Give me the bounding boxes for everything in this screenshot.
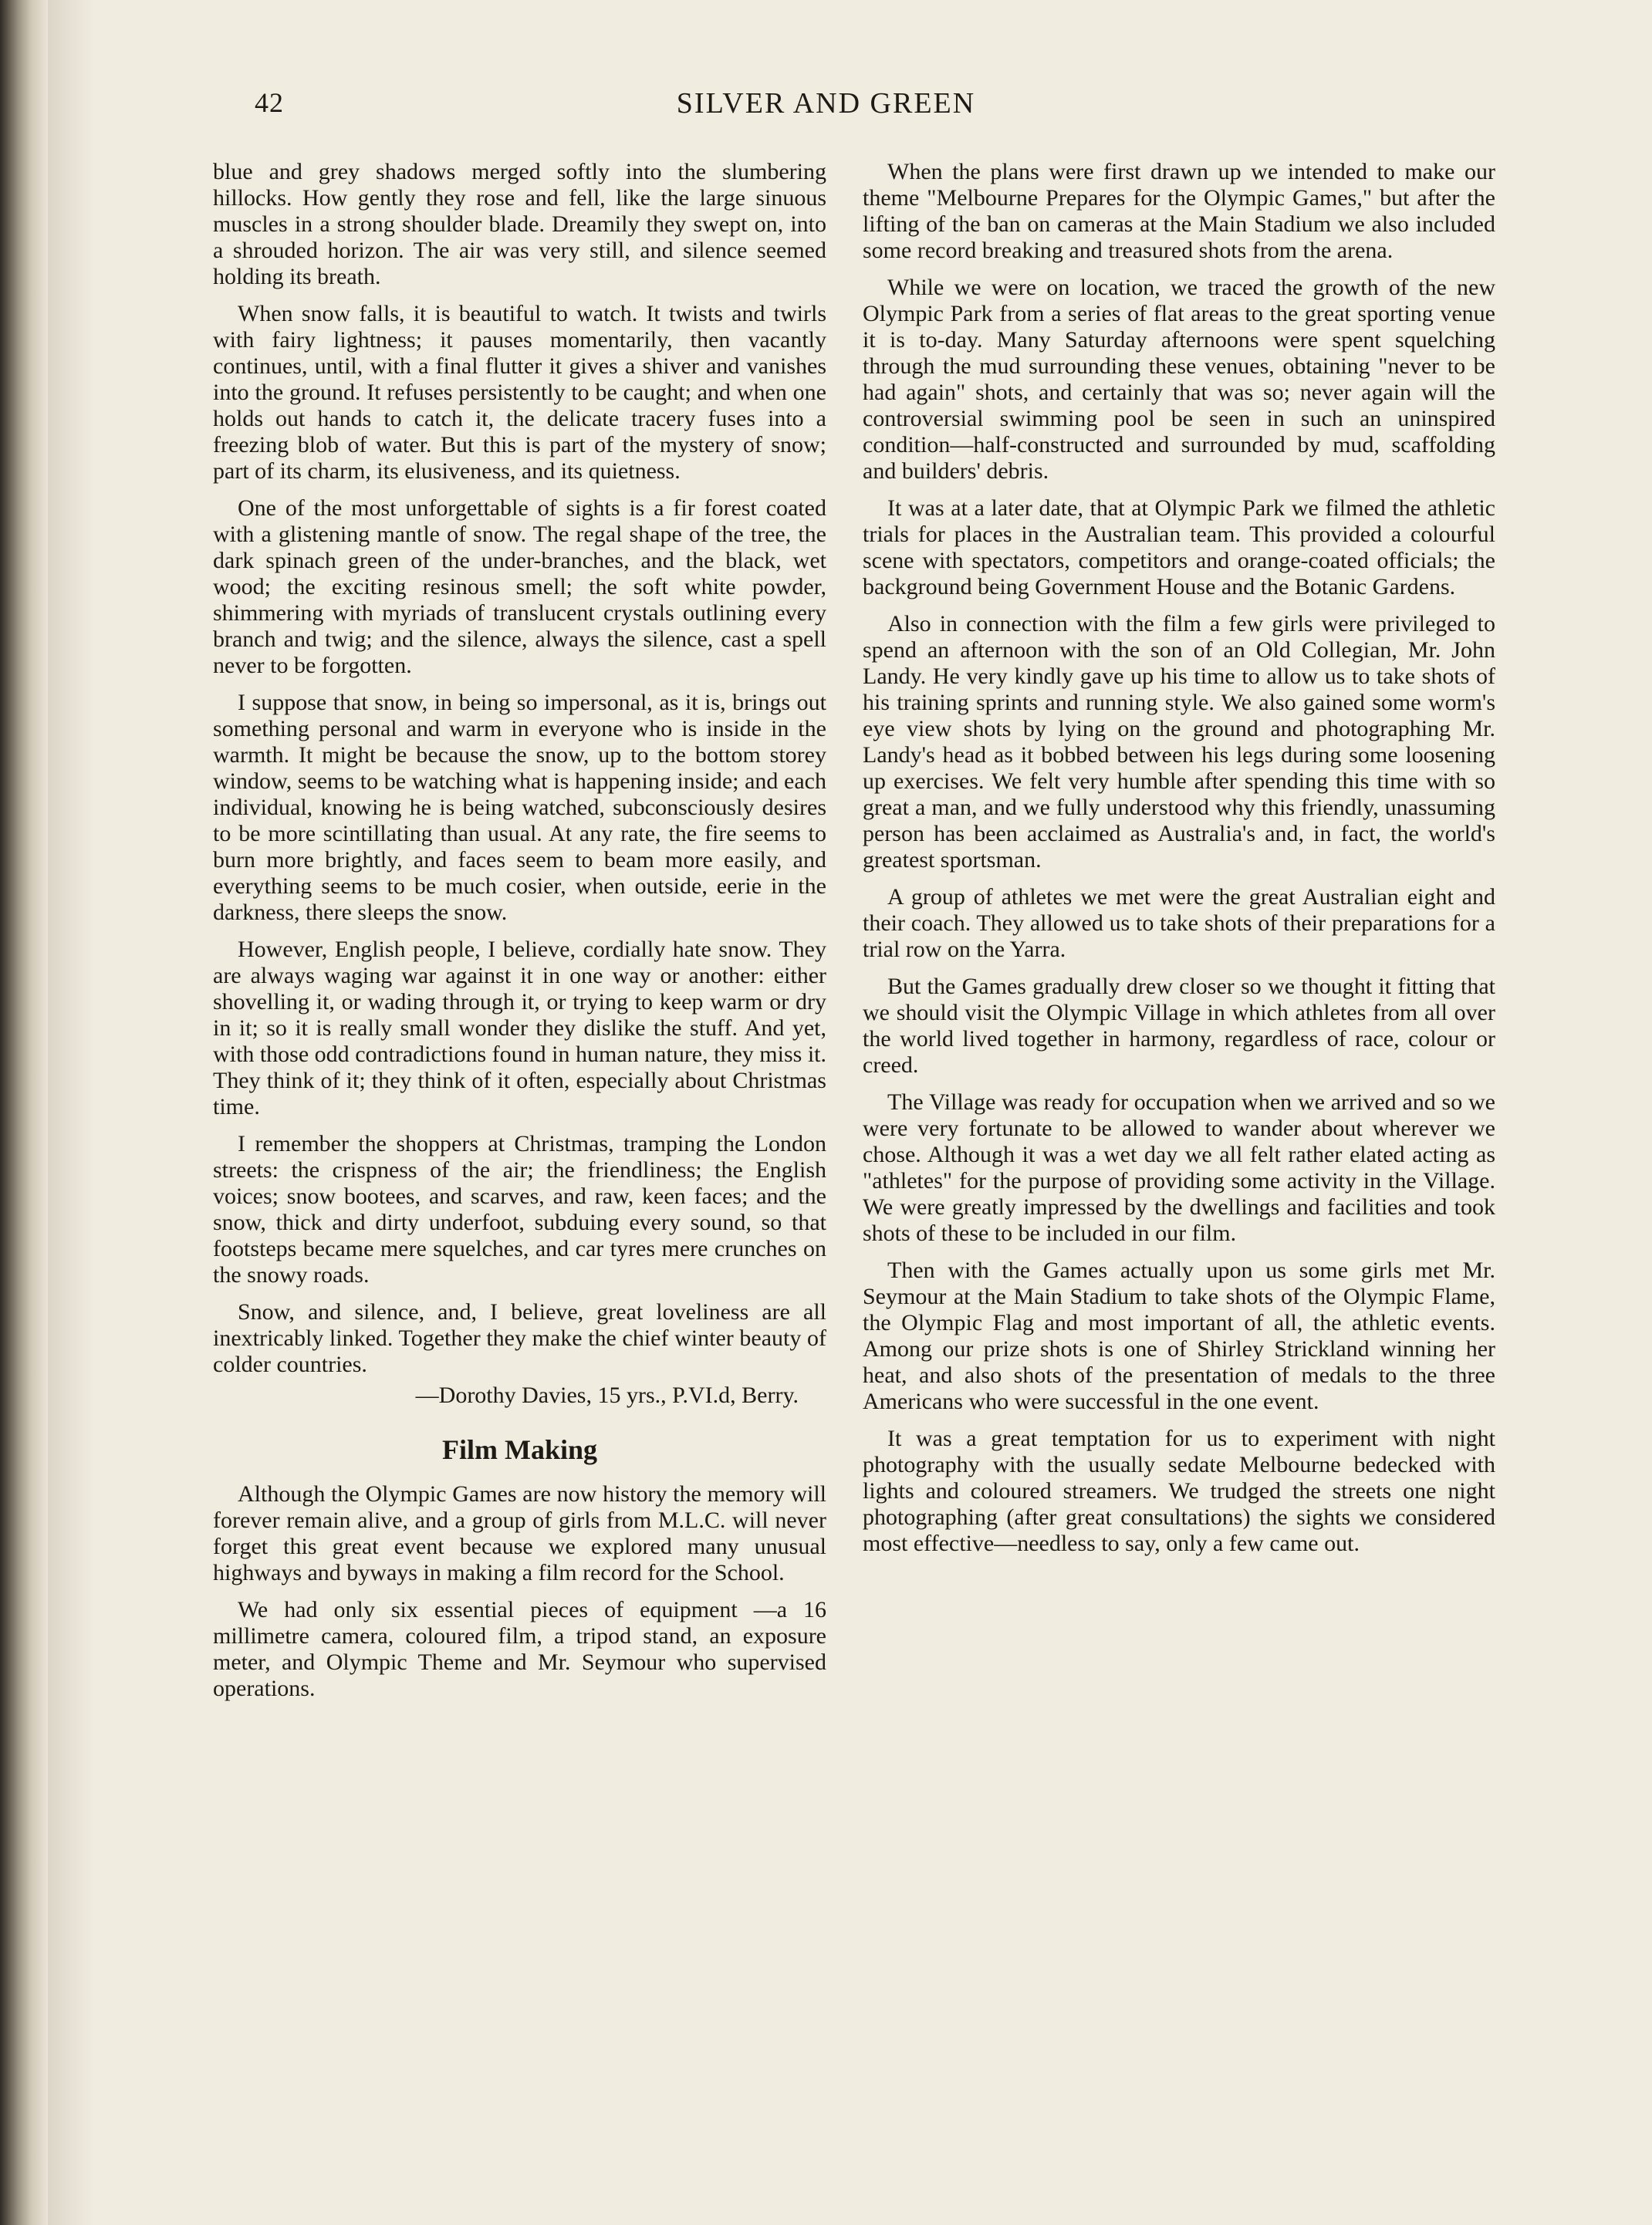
paragraph: When snow falls, it is beautiful to watch. It twists and twirls with fairy lightness; it pauses momentarily, then vacantly continues, until, with a final flutter it gives a shiver and vanishes into the ground. It refuses persistently to be caught; and when one holds out hands to catch it, the delicate tracery fuses into a freezing blob of water. But this is part of the mystery of snow; part of its charm, its elusiveness, and its quietness. xyxy=(213,301,826,484)
section-heading: Film Making xyxy=(441,1434,597,1465)
right-column xyxy=(863,159,1495,1568)
paragraph: I remember the shoppers at Christmas, tramping the London streets: the crispness of the air; the friendliness; the English voices; snow bootees, and scarves, and raw, keen faces; and the snow, thick and dirty underfoot, subduing every sound, so that footsteps became mere squelches, and car tyres mere crunches on the snowy roads. xyxy=(213,1131,826,1288)
left-column xyxy=(213,159,826,1713)
author-signature: —Dorothy Davies, 15 yrs., P.VI.d, Berry. xyxy=(415,1383,799,1408)
paragraph: One of the most unforgettable of sights is a fir forest coated with a glistening mantle of snow. The regal shape of the tree, the dark spinach green of the under-branches, and the black, wet wood; the exciting resinous smell; the soft white powder, shimmering with myriads of translucent crystals outlining every branch and twig; and the silence, always the silence, cast a spell never to be forgotten. xyxy=(213,495,826,678)
paragraph: Although the Olympic Games are now history the memory will forever remain alive, and a group of girls from M.L.C. will never forget this great event because we explored many unusual highways and byways in making a film record for the School. xyxy=(213,1481,826,1585)
running-title: SILVER AND GREEN xyxy=(676,87,976,120)
paragraph: Snow, and silence, and, I believe, great loveliness are all inextricably linked. Together they make the chief winter beauty of colder countries. xyxy=(213,1299,826,1377)
paragraph: Also in connection with the film a few girls were privileged to spend an afternoon with the son of an Old Collegian, Mr. John Landy. He very kindly gave up his time to allow us to take shots of his training sprints and running style. We also gained some worm's eye view shots by lying on the ground and photographing Mr. Landy's head as it bobbed between his legs during some loosening up exercises. We felt very humble after spending this time with so great a man, and we fully understood why this friendly, unassuming person has been acclaimed as Australia's and, in fact, the world's greatest sportsman. xyxy=(863,611,1495,873)
paragraph: Then with the Games actually upon us some girls met Mr. Seymour at the Main Stadium to take shots of the Olympic Flame, the Olympic Flag and most important of all, the athletic events. Among our prize shots is one of Shirley Strickland winning her heat, and also shots of the presentation of medals to the three Americans who were successful in the one event. xyxy=(863,1258,1495,1414)
page-gutter-shadow xyxy=(48,0,94,2225)
paragraph: It was a great temptation for us to experiment with night photography with the usually sedate Melbourne bedecked with lights and coloured streamers. We trudged the streets one night photographing (after great consultations) the sights we considered most effective—needless to say, only a few came out. xyxy=(863,1426,1495,1556)
paragraph: blue and grey shadows merged softly into the slumbering hillocks. How gently they rose and fell, like the large sinuous muscles in a strong shoulder blade. Dreamily they swept on, into a shrouded horizon. The air was very still, and silence seemed holding its breath. xyxy=(213,159,826,289)
paragraph: While we were on location, we traced the growth of the new Olympic Park from a series of flat areas to the great sporting venue it is to-day. Many Saturday afternoons were spent squelching through the mud surrounding these venues, obtaining "never to be had again" shots, and certainly that was so; never again will the controversial swimming pool be seen in such an uninspired condition—half-constructed and surrounded by mud, scaffolding and builders' debris. xyxy=(863,275,1495,484)
paragraph: When the plans were first drawn up we intended to make our theme "Melbourne Prepares for the Olympic Games," but after the lifting of the ban on cameras at the Main Stadium we also included some record breaking and treasured shots from the arena. xyxy=(863,159,1495,263)
paragraph: I suppose that snow, in being so impersonal, as it is, brings out something personal and warm in everyone who is inside in the warmth. It might be because the snow, up to the bottom storey window, seems to be watching what is happening inside; and each individual, knowing he is being watched, subconsciously desires to be more scintillating than usual. At any rate, the fire seems to burn more brightly, and faces seem to beam more easily, and everything seems to be much cosier, when outside, eerie in the darkness, there sleeps the snow. xyxy=(213,690,826,925)
paragraph: The Village was ready for occupation when we arrived and so we were very fortunate to be allowed to wander about wherever we chose. Although it was a wet day we all felt rather elated acting as "athletes" for the purpose of providing some activity in the Village. We were greatly impressed by the dwellings and facilities and took shots of these to be included in our film. xyxy=(863,1089,1495,1246)
paragraph: It was at a later date, that at Olympic Park we filmed the athletic trials for places in the Australian team. This provided a colourful scene with spectators, competitors and orange-coated officials; the background being Government House and the Botanic Gardens. xyxy=(863,495,1495,599)
paragraph: A group of athletes we met were the great Australian eight and their coach. They allowed us to take shots of their preparations for a trial row on the Yarra. xyxy=(863,884,1495,962)
paragraph: However, English people, I believe, cordially hate snow. They are always waging war against it in one way or another: either shovelling it, or wading through it, or trying to keep warm or dry in it; so it is really small wonder they dislike the stuff. And yet, with those odd contradictions found in human nature, they miss it. They think of it; they think of it often, especially about Christmas time. xyxy=(213,937,826,1119)
page-number: 42 xyxy=(255,87,284,118)
paragraph: But the Games gradually drew closer so we thought it fitting that we should visit the Olympic Village in which athletes from all over the world lived together in harmony, regardless of race, colour or creed. xyxy=(863,974,1495,1078)
paragraph: We had only six essential pieces of equipment —a 16 millimetre camera, coloured film, a tripod stand, an exposure meter, and Olympic Theme and Mr. Seymour who supervised operations. xyxy=(213,1597,826,1701)
book-binding-shadow xyxy=(0,0,48,2225)
page-header xyxy=(0,86,1652,133)
